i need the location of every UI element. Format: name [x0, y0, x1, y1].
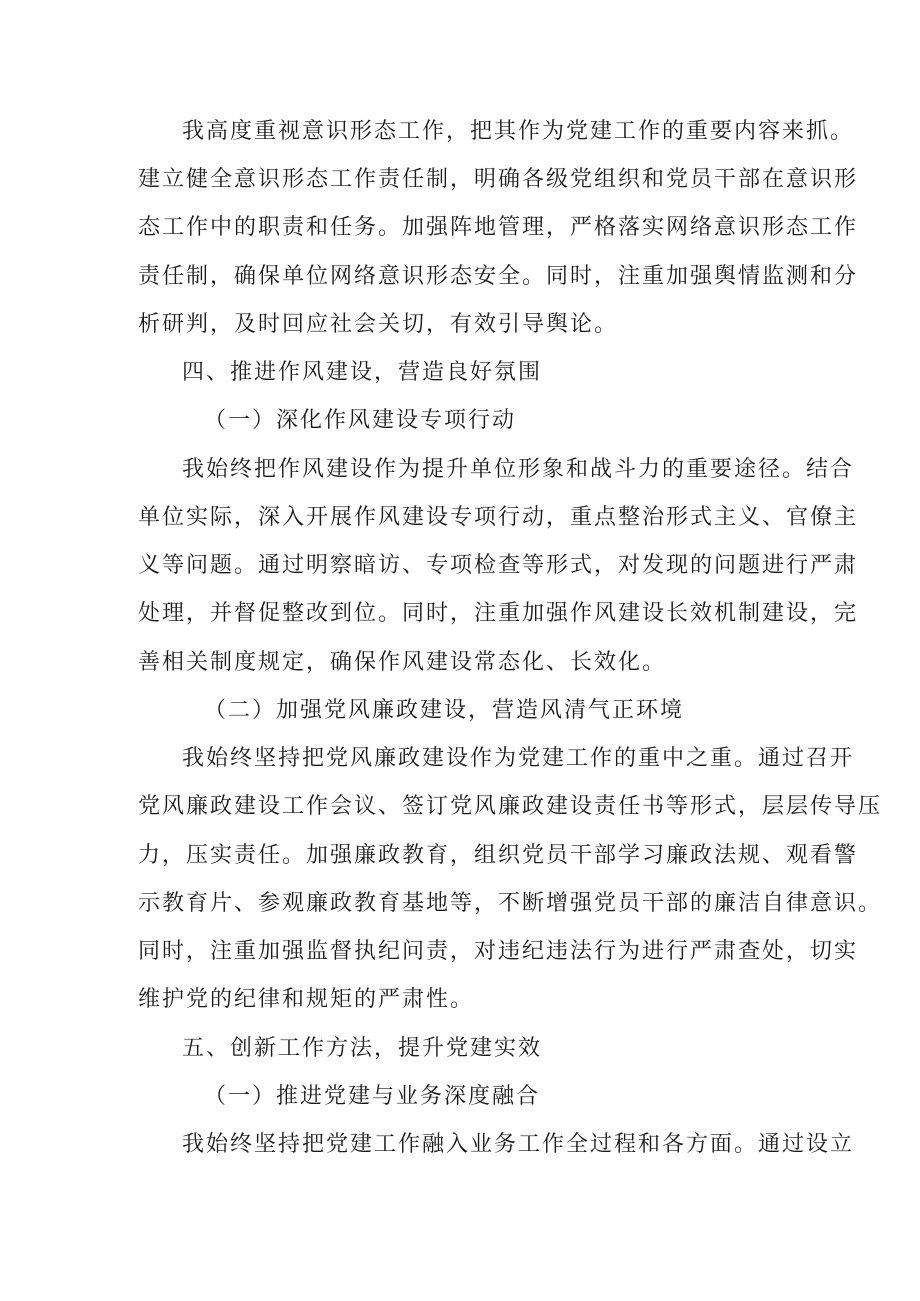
paragraph-line: 责任制，确保单位网络意识形态安全。同时，注重加强舆情监测和分	[138, 264, 859, 289]
subsection-heading: （一）深化作风建设专项行动	[204, 408, 517, 433]
paragraph-line: 同时，注重加强监督执纪问责，对违纪违法行为进行严肃查处，切实	[138, 939, 859, 964]
paragraph-line: 我始终坚持把党建工作融入业务工作全过程和各方面。通过设立	[182, 1132, 855, 1157]
subsection-heading: （二）加强党风廉政建设，营造风清气正环境	[204, 698, 685, 723]
paragraph-line: 维护党的纪律和规矩的严肃性。	[138, 987, 475, 1012]
paragraph-line: 义等问题。通过明察暗访、专项检查等形式，对发现的问题进行严肃	[138, 553, 859, 578]
paragraph-line: 示教育片、参观廉政教育基地等，不断增强党员干部的廉洁自律意识。	[138, 891, 883, 916]
paragraph-line: 处理，并督促整改到位。同时，注重加强作风建设长效机制建设，完	[138, 601, 859, 626]
paragraph-line: 建立健全意识形态工作责任制，明确各级党组织和党员干部在意识形	[138, 167, 859, 192]
paragraph-line: 我高度重视意识形态工作，把其作为党建工作的重要内容来抓。	[182, 119, 855, 144]
paragraph-line: 我始终坚持把党风廉政建设作为党建工作的重中之重。通过召开	[182, 746, 855, 771]
paragraph-line: 态工作中的职责和任务。加强阵地管理，严格落实网络意识形态工作	[138, 215, 859, 240]
paragraph-line: 我始终把作风建设作为提升单位形象和战斗力的重要途径。结合	[182, 457, 855, 482]
section-heading: 五、创新工作方法，提升党建实效	[182, 1036, 543, 1061]
paragraph-line: 党风廉政建设工作会议、签订党风廉政建设责任书等形式，层层传导压	[138, 794, 883, 819]
paragraph-line: 析研判，及时回应社会关切，有效引导舆论。	[138, 312, 619, 337]
paragraph-line: 单位实际，深入开展作风建设专项行动，重点整治形式主义、官僚主	[138, 505, 859, 530]
paragraph-line: 力，压实责任。加强廉政教育，组织党员干部学习廉政法规、观看警	[138, 843, 859, 868]
paragraph-line: 善相关制度规定，确保作风建设常态化、长效化。	[138, 650, 667, 675]
section-heading: 四、推进作风建设，营造良好氛围	[182, 360, 543, 385]
subsection-heading: （一）推进党建与业务深度融合	[204, 1084, 541, 1109]
